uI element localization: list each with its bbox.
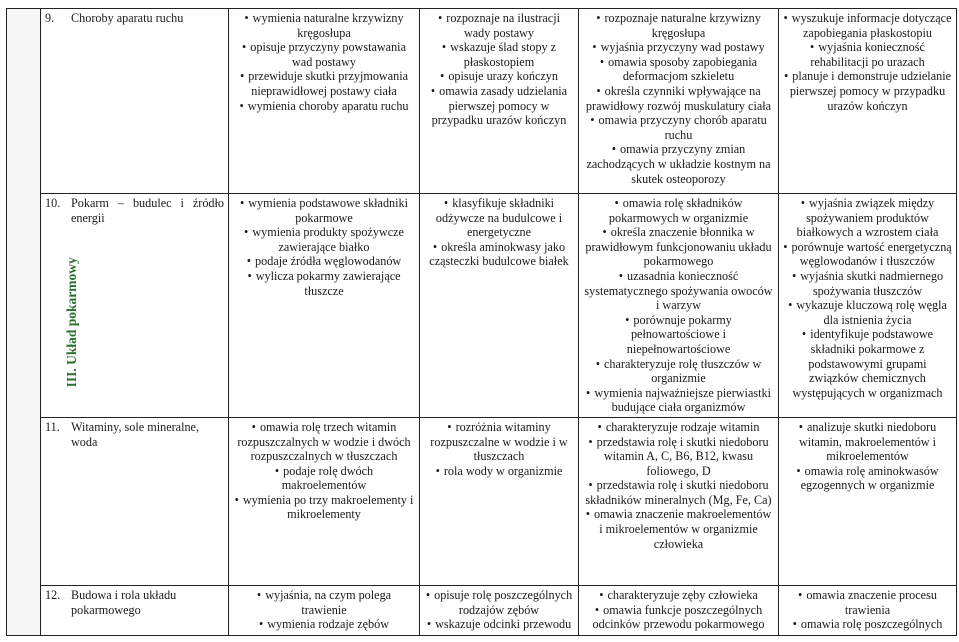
list-item: • podaje źródła węglowodanów	[233, 254, 415, 269]
section-title: III. Układ pokarmowy	[63, 256, 79, 388]
list-item: • wskazuje ślad stopy z płaskostopiem	[424, 40, 574, 69]
list-item: • analizuje skutki niedoboru witamin, makroelementów i mikroelementów	[783, 420, 952, 464]
requirements-cell-col-c	[579, 585, 779, 635]
list-item: • wyjaśnia, na czym polega trawienie	[233, 588, 415, 617]
list-item: • omawia rolę aminokwasów egzogennych w organizmie	[783, 464, 952, 493]
list-item: • wyjaśnia związek między spożywaniem produktów białkowych a wzrostem ciała	[783, 196, 952, 240]
list-item: • opisuje przyczyny powstawania wad postawy	[233, 40, 415, 69]
topic-number: 9.	[45, 11, 55, 25]
list-item: • uzasadnia konieczność systematycznego spożywania owoców i warzyw	[583, 269, 774, 313]
requirements-list	[233, 196, 415, 298]
requirements-list	[233, 588, 415, 632]
requirements-cell-col-c	[579, 9, 779, 194]
table-row	[7, 9, 957, 194]
requirements-cell-col-d	[779, 194, 957, 418]
list-item: • omawia rolę składników pokarmowych w organizmie	[583, 196, 774, 225]
list-item: • omawia przyczyny zmian zachodzących w układzie kostnym na skutek osteoporozy	[583, 142, 774, 186]
list-item: • wymienia po trzy makroelementy i mikroelementy	[233, 493, 415, 522]
list-item: • charakteryzuje rodzaje witamin	[583, 420, 774, 435]
topic-number: 10.	[45, 196, 61, 210]
topic-cell	[41, 585, 229, 635]
topic-cell	[41, 9, 229, 194]
list-item: • wymienia rodzaje zębów	[233, 617, 415, 632]
requirements-list	[783, 420, 952, 493]
curriculum-table	[6, 8, 957, 636]
list-item: • wymienia choroby aparatu ruchu	[233, 99, 415, 114]
requirements-list	[424, 588, 574, 632]
list-item: • określa znaczenie błonnika w prawidłowym funkcjonowaniu układu pokarmowego	[583, 225, 774, 269]
list-item: • opisuje urazy kończyn	[424, 69, 574, 84]
list-item: • wymienia podstawowe składniki pokarmowe	[233, 196, 415, 225]
requirements-cell-col-a	[229, 9, 420, 194]
list-item: • wyjaśnia przyczyny wad postawy	[583, 40, 774, 55]
list-item: • rozpoznaje naturalne krzywizny kręgosłupa	[583, 11, 774, 40]
list-item: • porównuje wartość energetyczną węglowodanów i tłuszczów	[783, 240, 952, 269]
list-item: • podaje rolę dwóch makroelementów	[233, 464, 415, 493]
topic	[45, 588, 224, 617]
list-item: • przedstawia rolę i skutki niedoboru witamin A, C, B6, B12, kwasu foliowego, D	[583, 435, 774, 479]
requirements-cell-col-d	[779, 9, 957, 194]
requirements-cell-col-d	[779, 417, 957, 585]
topic-title: Budowa i rola układu pokarmowego	[71, 587, 177, 617]
requirements-cell-col-c	[579, 194, 779, 418]
requirements-cell-col-b	[420, 417, 579, 585]
requirements-cell-col-b	[420, 9, 579, 194]
list-item: • wykazuje kluczową rolę węgla dla istnienia życia	[783, 298, 952, 327]
requirements-list	[583, 588, 774, 632]
list-item: • określa aminokwasy jako cząsteczki budulcowe białek	[424, 240, 574, 269]
list-item: • wymienia naturalne krzywizny kręgosłupa	[233, 11, 415, 40]
list-item: • omawia rolę poszczególnych	[783, 617, 952, 632]
list-item: • opisuje rolę poszczególnych rodzajów zębów	[424, 588, 574, 617]
list-item: • klasyfikuje składniki odżywcze na budulcowe i energetyczne	[424, 196, 574, 240]
topic	[45, 11, 224, 26]
list-item: • porównuje pokarmy pełnowartościowe i niepełnowartościowe	[583, 313, 774, 357]
requirements-cell-col-a	[229, 194, 420, 418]
table-row	[7, 417, 957, 585]
requirements-list	[424, 420, 574, 478]
list-item: • przedstawia rolę i skutki niedoboru składników mineralnych (Mg, Fe, Ca)	[583, 478, 774, 507]
list-item: • identyfikuje podstawowe składniki pokarmowe z podstawowymi grupami związków chemicznych występujących w organizmach	[783, 327, 952, 400]
topic-title: Choroby aparatu ruchu	[71, 11, 184, 25]
requirements-cell-col-a	[229, 417, 420, 585]
list-item: • omawia sposoby zapobiegania deformacjom szkieletu	[583, 55, 774, 84]
list-item: • omawia funkcje poszczególnych odcinków przewodu pokarmowego	[583, 603, 774, 632]
list-item: • wyszukuje informacje dotyczące zapobiegania płaskostopiu	[783, 11, 952, 40]
requirements-list	[233, 11, 415, 113]
list-item: • charakteryzuje rolę tłuszczów w organizmie	[583, 357, 774, 386]
list-item: • określa czynniki wpływające na prawidłowy rozwój muskulatury ciała	[583, 84, 774, 113]
requirements-list	[583, 420, 774, 551]
topic-cell	[41, 417, 229, 585]
list-item: • omawia zasady udzielania pierwszej pomocy w przypadku urazów kończyn	[424, 84, 574, 128]
requirements-list	[424, 11, 574, 128]
list-item: • wymienia produkty spożywcze zawierające białko	[233, 225, 415, 254]
list-item: • wskazuje odcinki przewodu	[424, 617, 574, 632]
requirements-cell-col-a	[229, 585, 420, 635]
topic-number: 11.	[45, 419, 60, 434]
list-item: • planuje i demonstruje udzielanie pierwszej pomocy w przypadku urazów kończyn	[783, 69, 952, 113]
requirements-list	[424, 196, 574, 269]
requirements-list	[583, 196, 774, 415]
requirements-list	[233, 420, 415, 522]
list-item: • wyjaśnia konieczność rehabilitacji po urazach	[783, 40, 952, 69]
requirements-cell-col-c	[579, 417, 779, 585]
requirements-list	[583, 11, 774, 186]
list-item: • omawia znaczenie procesu trawienia	[783, 588, 952, 617]
requirements-cell-col-d	[779, 585, 957, 635]
requirements-list	[783, 11, 952, 113]
list-item: • charakteryzuje zęby człowieka	[583, 588, 774, 603]
table-row	[7, 194, 957, 418]
topic-title: Pokarm – budulec i źródło energii	[71, 196, 224, 225]
list-item: • wyjaśnia skutki nadmiernego spożywania tłuszczów	[783, 269, 952, 298]
list-item: • omawia rolę trzech witamin rozpuszczalnych w wodzie i dwóch rozpuszczalnych w tłuszczach	[233, 420, 415, 464]
topic	[45, 420, 224, 449]
list-item: • rozróżnia witaminy rozpuszczalne w wodzie i w tłuszczach	[424, 420, 574, 464]
list-item: • omawia znaczenie makroelementów i mikroelementów w organizmie człowieka	[583, 507, 774, 551]
list-item: • przewiduje skutki przyjmowania nieprawidłowej postawy ciała	[233, 69, 415, 98]
requirements-list	[783, 196, 952, 400]
requirements-list	[783, 588, 952, 632]
list-item: • wymienia najważniejsze pierwiastki budujące ciała organizmów	[583, 386, 774, 415]
topic-title: Witaminy, sole mineralne, woda	[71, 419, 200, 449]
list-item: • wylicza pokarmy zawierające tłuszcze	[233, 269, 415, 298]
list-item: • rola wody w organizmie	[424, 464, 574, 479]
requirements-cell-col-b	[420, 585, 579, 635]
list-item: • rozpoznaje na ilustracji wady postawy	[424, 11, 574, 40]
requirements-cell-col-b	[420, 194, 579, 418]
list-item: • omawia przyczyny chorób aparatu ruchu	[583, 113, 774, 142]
topic-number: 12.	[45, 587, 61, 602]
topic	[45, 196, 224, 225]
table-row	[7, 585, 957, 635]
